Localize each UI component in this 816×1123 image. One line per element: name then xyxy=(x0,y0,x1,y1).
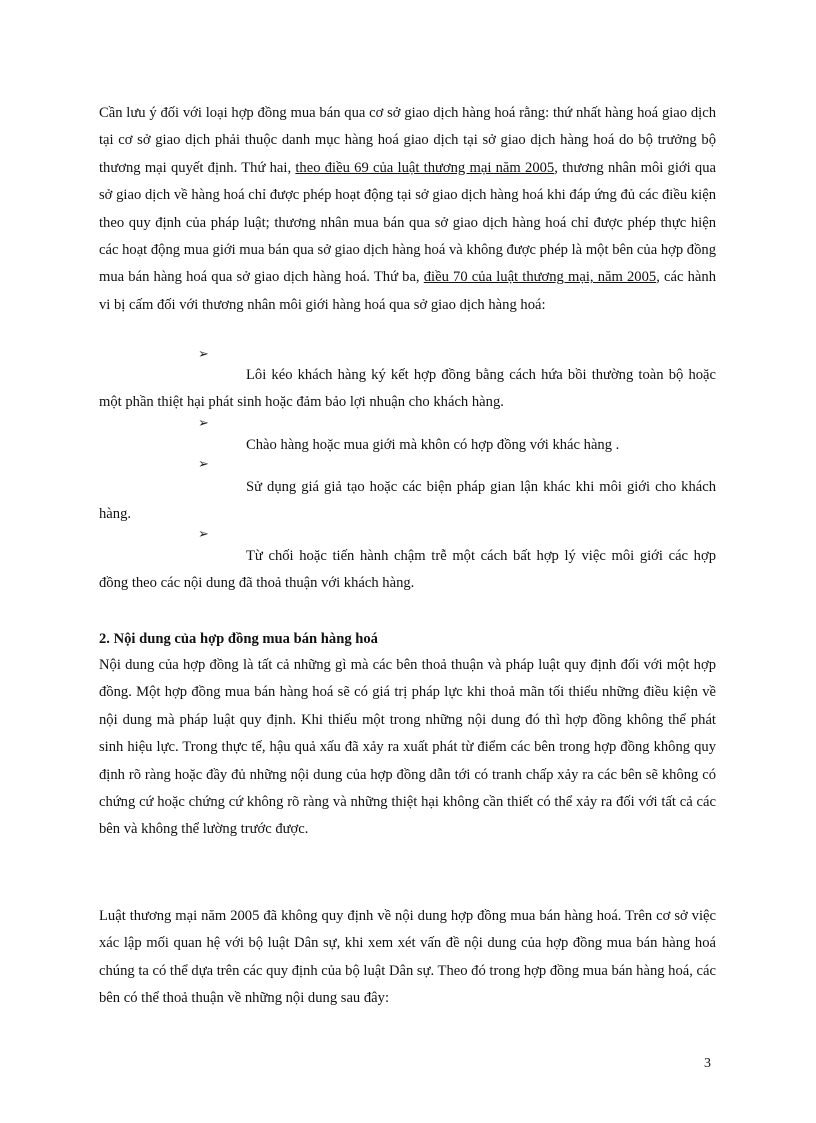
bullet-text: Chào hàng hoặc mua giới mà khôn có hợp đồng với khác hàng . xyxy=(246,437,620,453)
bullet-item-4 xyxy=(99,543,716,598)
intro-text-2: , thương nhân môi giới qua sở giao dịch về hàng hoá chỉ được phép hoạt động tại sở giao dịch hàng hoá khi đáp ứng đủ các điều kiện theo quy định của pháp luật; thương nhân mua bán qua sở giao dịch hàng hoá chỉ được phép thực hiện các hoạt động mua giới mua bán qua sở giao dịch hàng hoá và không được phép là một bên của hợp đồng mua bán hàng hoá qua sở giao dịch hàng hoá. Thứ ba, xyxy=(99,159,717,286)
bullet-item-3 xyxy=(99,474,716,529)
intro-text-3: , các hành vi bị cấm đối với thương nhân môi giới hàng hoá qua sở giao dịch hàng hoá: xyxy=(99,269,716,313)
page-number: 3 xyxy=(704,1056,711,1071)
paragraph-intro xyxy=(99,100,716,319)
arrow-bullet-icon: ➢ xyxy=(198,456,209,471)
reference-article-70: điều 70 của luật thương mại, năm 2005 xyxy=(423,269,657,286)
section-heading: 2. Nội dung của hợp đồng mua bán hàng hoá xyxy=(99,631,378,647)
bullet-item-2 xyxy=(99,432,716,459)
bullet-text: Lôi kéo khách hàng ký kết hợp đồng bằng cách hứa bồi thường toàn bộ hoặc một phần thiệt hại phát sinh hoặc đảm bảo lợi nhuận cho khách hàng. xyxy=(99,367,716,411)
bullet-text: Từ chối hoặc tiến hành chậm trễ một cách bất hợp lý việc môi giới các hợp đồng theo các nội dung đã thoả thuận với khách hàng. xyxy=(99,548,716,592)
arrow-bullet-icon: ➢ xyxy=(198,526,209,541)
bullet-item-1 xyxy=(99,362,716,417)
paragraph-content: Nội dung của hợp đồng là tất cả những gì mà các bên thoả thuận và pháp luật quy định đối với một hợp đồng. Một hợp đồng mua bán hàng hoá sẽ có giá trị pháp lực khi thoả mãn tối thiểu những điều kiện về nội dung mà pháp luật quy định. Khi thiếu một trong những nội dung đó thì hợp đồng không thể phát sinh hiệu lực. Trong thực tế, hậu quả xấu đã xảy ra xuất phát từ điểm các bên trong hợp đồng không quy định rõ ràng hoặc đầy đủ những nội dung của hợp đồng dẫn tới có tranh chấp xảy ra các bên sẽ không có chứng cứ hoặc chứng cứ không rõ ràng và những thiệt hại không cần thiết có thể xảy ra đối với tất cả các bên và không thể lường trước được. xyxy=(99,657,716,838)
bullet-text: Sử dụng giá giả tạo hoặc các biện pháp gian lận khác khi môi giới cho khách hàng. xyxy=(99,479,716,523)
arrow-bullet-icon: ➢ xyxy=(198,415,209,430)
intro-text-1: Cần lưu ý đối với loại hợp đồng mua bán qua cơ sở giao dịch hàng hoá rằng: thứ nhất hàng hoá giao dịch tại cơ sở giao dịch phải thuộc danh mục hàng hoá giao dịch tại sở giao dịch hàng hoá do bộ trưởng bộ thương mại quyết định. Thứ hai, xyxy=(99,105,716,176)
arrow-bullet-icon: ➢ xyxy=(198,346,209,361)
reference-article-69: theo điều 69 của luật thương mại năm 2005 xyxy=(295,159,555,176)
paragraph-commercial-law: Luật thương mại năm 2005 đã không quy định về nội dung hợp đồng mua bán hàng hoá. Trên cơ sở việc xác lập mối quan hệ với bộ luật Dân sự, khi xem xét vấn đề nội dung của hợp đồng mua bán hàng hoá chúng ta có thể dựa trên các quy định của bộ luật Dân sự. Theo đó trong hợp đồng mua bán hàng hoá, các bên có thể thoả thuận về những nội dung sau đây: xyxy=(99,908,716,1007)
